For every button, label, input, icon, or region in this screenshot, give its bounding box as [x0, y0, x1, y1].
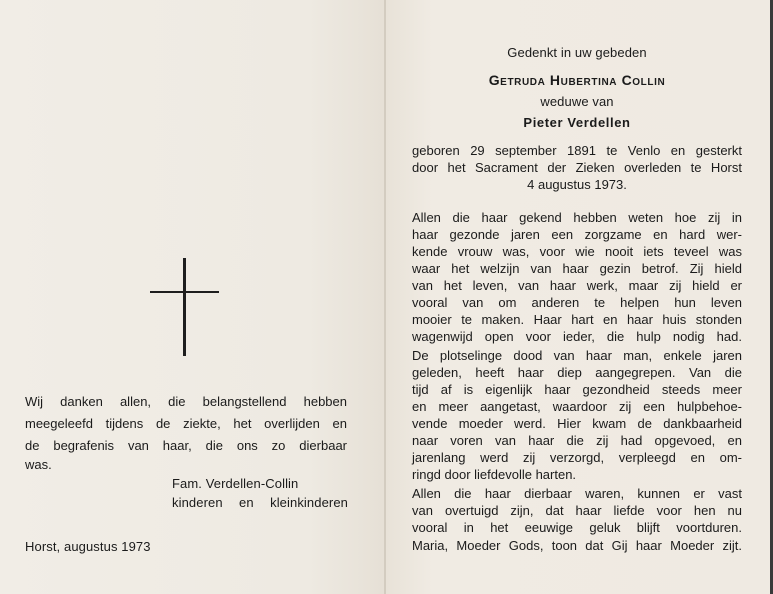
paragraph-line: wagenwijd open voor ieder, die hulp nodig had. — [412, 329, 742, 344]
header-text: Gedenkt in uw gebeden — [507, 45, 647, 60]
paragraph-line: Allen die haar dierbaar waren, kunnen er vast — [412, 486, 742, 501]
thanks-line: de begrafenis van haar, die ons zo dierbaar — [25, 438, 347, 453]
deceased-name: Getruda Hubertina Collin — [488, 72, 666, 88]
paragraph-line: geleden, heeft haar diep aangegrepen. Van die — [412, 365, 742, 380]
place-date: Horst, augustus 1973 — [25, 539, 151, 554]
family-name: Fam. Verdellen-Collin — [172, 476, 299, 491]
paragraph-line: kende vrouw was, voor wie nooit iets teveel was — [412, 244, 742, 259]
paragraph-line: jarenlang werd zij verzorgd, verpleegd en om- — [412, 450, 742, 465]
children-line: kinderen en kleinkinderen — [172, 495, 348, 510]
paragraph-line: en meer aangetast, waardoor zij een hulpbehoe- — [412, 399, 742, 414]
paragraph-line: De plotselinge dood van haar man, enkele jaren — [412, 348, 742, 363]
card-fold — [384, 0, 386, 594]
widow-of: weduwe van — [540, 94, 614, 109]
paragraph-line: tijd af is eigenlijk haar gezondheid steeds meer — [412, 382, 742, 397]
husband-name: Pieter Verdellen — [523, 115, 631, 130]
paragraph-line: mooier te maken. Haar hart en haar huis stonden — [412, 312, 742, 327]
paragraph-line: ringd door liefdevolle harten. — [412, 467, 577, 482]
death-date: 4 augustus 1973. — [527, 177, 627, 192]
paragraph-line: van overtuigd zijn, dat haar liefde voor hen nu — [412, 503, 742, 518]
paragraph-line: waar het welzijn van haar gezin betrof. Zij hield — [412, 261, 742, 276]
thanks-line: Wij danken allen, die belangstellend hebben — [25, 394, 347, 409]
birth-line: geboren 29 september 1891 te Venlo en gesterkt — [412, 143, 742, 158]
prayer-line: Maria, Moeder Gods, toon dat Gij haar Moeder zijt. — [412, 538, 742, 553]
thanks-line: meegeleefd tijdens de ziekte, het overlijden en — [25, 416, 347, 431]
paragraph-line: vooral in het eeuwige geluk blijft voortduren. — [412, 520, 742, 535]
birth-line: door het Sacrament der Zieken overleden te Horst — [412, 160, 742, 175]
paragraph-line: van het leven, van haar werk, maar zij hield er — [412, 278, 742, 293]
paragraph-line: Allen die haar gekend hebben weten hoe zij in — [412, 210, 742, 225]
thanks-line: was. — [25, 457, 52, 472]
paragraph-line: vooral van om anderen te helpen hun leven — [412, 295, 742, 310]
paragraph-line: vende moeder werd. Hier kwam de dankbaarheid — [412, 416, 742, 431]
paragraph-line: haar gezonde jaren een zorgzame en hard wer- — [412, 227, 742, 242]
paragraph-line: naar voren van haar die zij had opgevoed, en — [412, 433, 742, 448]
